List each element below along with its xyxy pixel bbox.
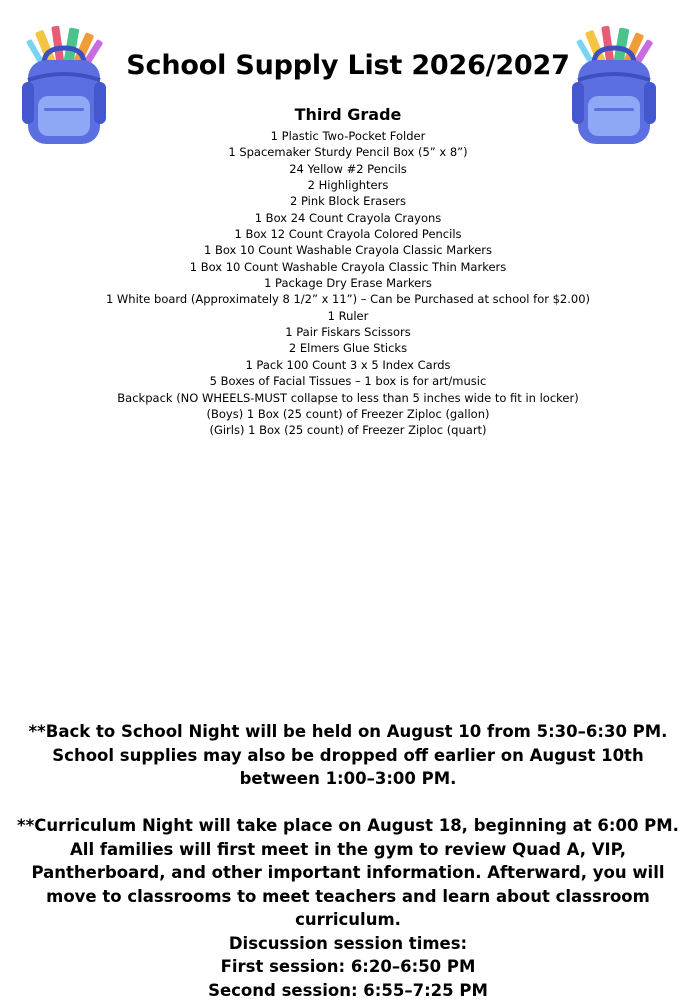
event-notes (12, 720, 684, 1002)
list-item: 1 Pack 100 Count 3 x 5 Index Cards (0, 357, 696, 373)
page-title: School Supply List 2026/2027 (0, 50, 696, 81)
list-item: Backpack (NO WHEELS-MUST collapse to less than 5 inches wide to fit in locker) (0, 390, 696, 406)
list-item: 2 Elmers Glue Sticks (0, 340, 696, 356)
first-session-time: First session: 6:20–6:50 PM (12, 955, 684, 979)
curriculum-night-note: **Curriculum Night will take place on August 18, beginning at 6:00 PM. All families will first meet in the gym to review Quad A, VIP, Pantherboard, and other important information. Afterward, you will move to classrooms to meet teachers and learn about classroom curriculum. (12, 814, 684, 932)
list-item: 1 Spacemaker Sturdy Pencil Box (5” x 8”) (0, 144, 696, 160)
list-item: 1 Plastic Two-Pocket Folder (0, 128, 696, 144)
supply-list (0, 128, 696, 439)
grade-heading: Third Grade (0, 105, 696, 124)
list-item: 5 Boxes of Facial Tissues – 1 box is for art/music (0, 373, 696, 389)
list-item: 2 Pink Block Erasers (0, 193, 696, 209)
list-item: 1 Box 10 Count Washable Crayola Classic Thin Markers (0, 259, 696, 275)
sessions-heading: Discussion session times: (12, 932, 684, 956)
list-item: 2 Highlighters (0, 177, 696, 193)
list-item: (Girls) 1 Box (25 count) of Freezer Ziploc (quart) (0, 422, 696, 438)
spacer (12, 791, 684, 815)
list-item: 1 White board (Approximately 8 1/2” x 11”) – Can be Purchased at school for $2.00) (0, 291, 696, 307)
back-to-school-note: **Back to School Night will be held on August 10 from 5:30–6:30 PM. School supplies may also be dropped off earlier on August 10th between 1:00–3:00 PM. (12, 720, 684, 791)
list-item: 1 Box 10 Count Washable Crayola Classic Markers (0, 242, 696, 258)
list-item: (Boys) 1 Box (25 count) of Freezer Ziploc (gallon) (0, 406, 696, 422)
list-item: 1 Ruler (0, 308, 696, 324)
second-session-time: Second session: 6:55–7:25 PM (12, 979, 684, 1002)
list-item: 1 Pair Fiskars Scissors (0, 324, 696, 340)
list-item: 1 Package Dry Erase Markers (0, 275, 696, 291)
list-item: 1 Box 12 Count Crayola Colored Pencils (0, 226, 696, 242)
list-item: 24 Yellow #2 Pencils (0, 161, 696, 177)
list-item: 1 Box 24 Count Crayola Crayons (0, 210, 696, 226)
